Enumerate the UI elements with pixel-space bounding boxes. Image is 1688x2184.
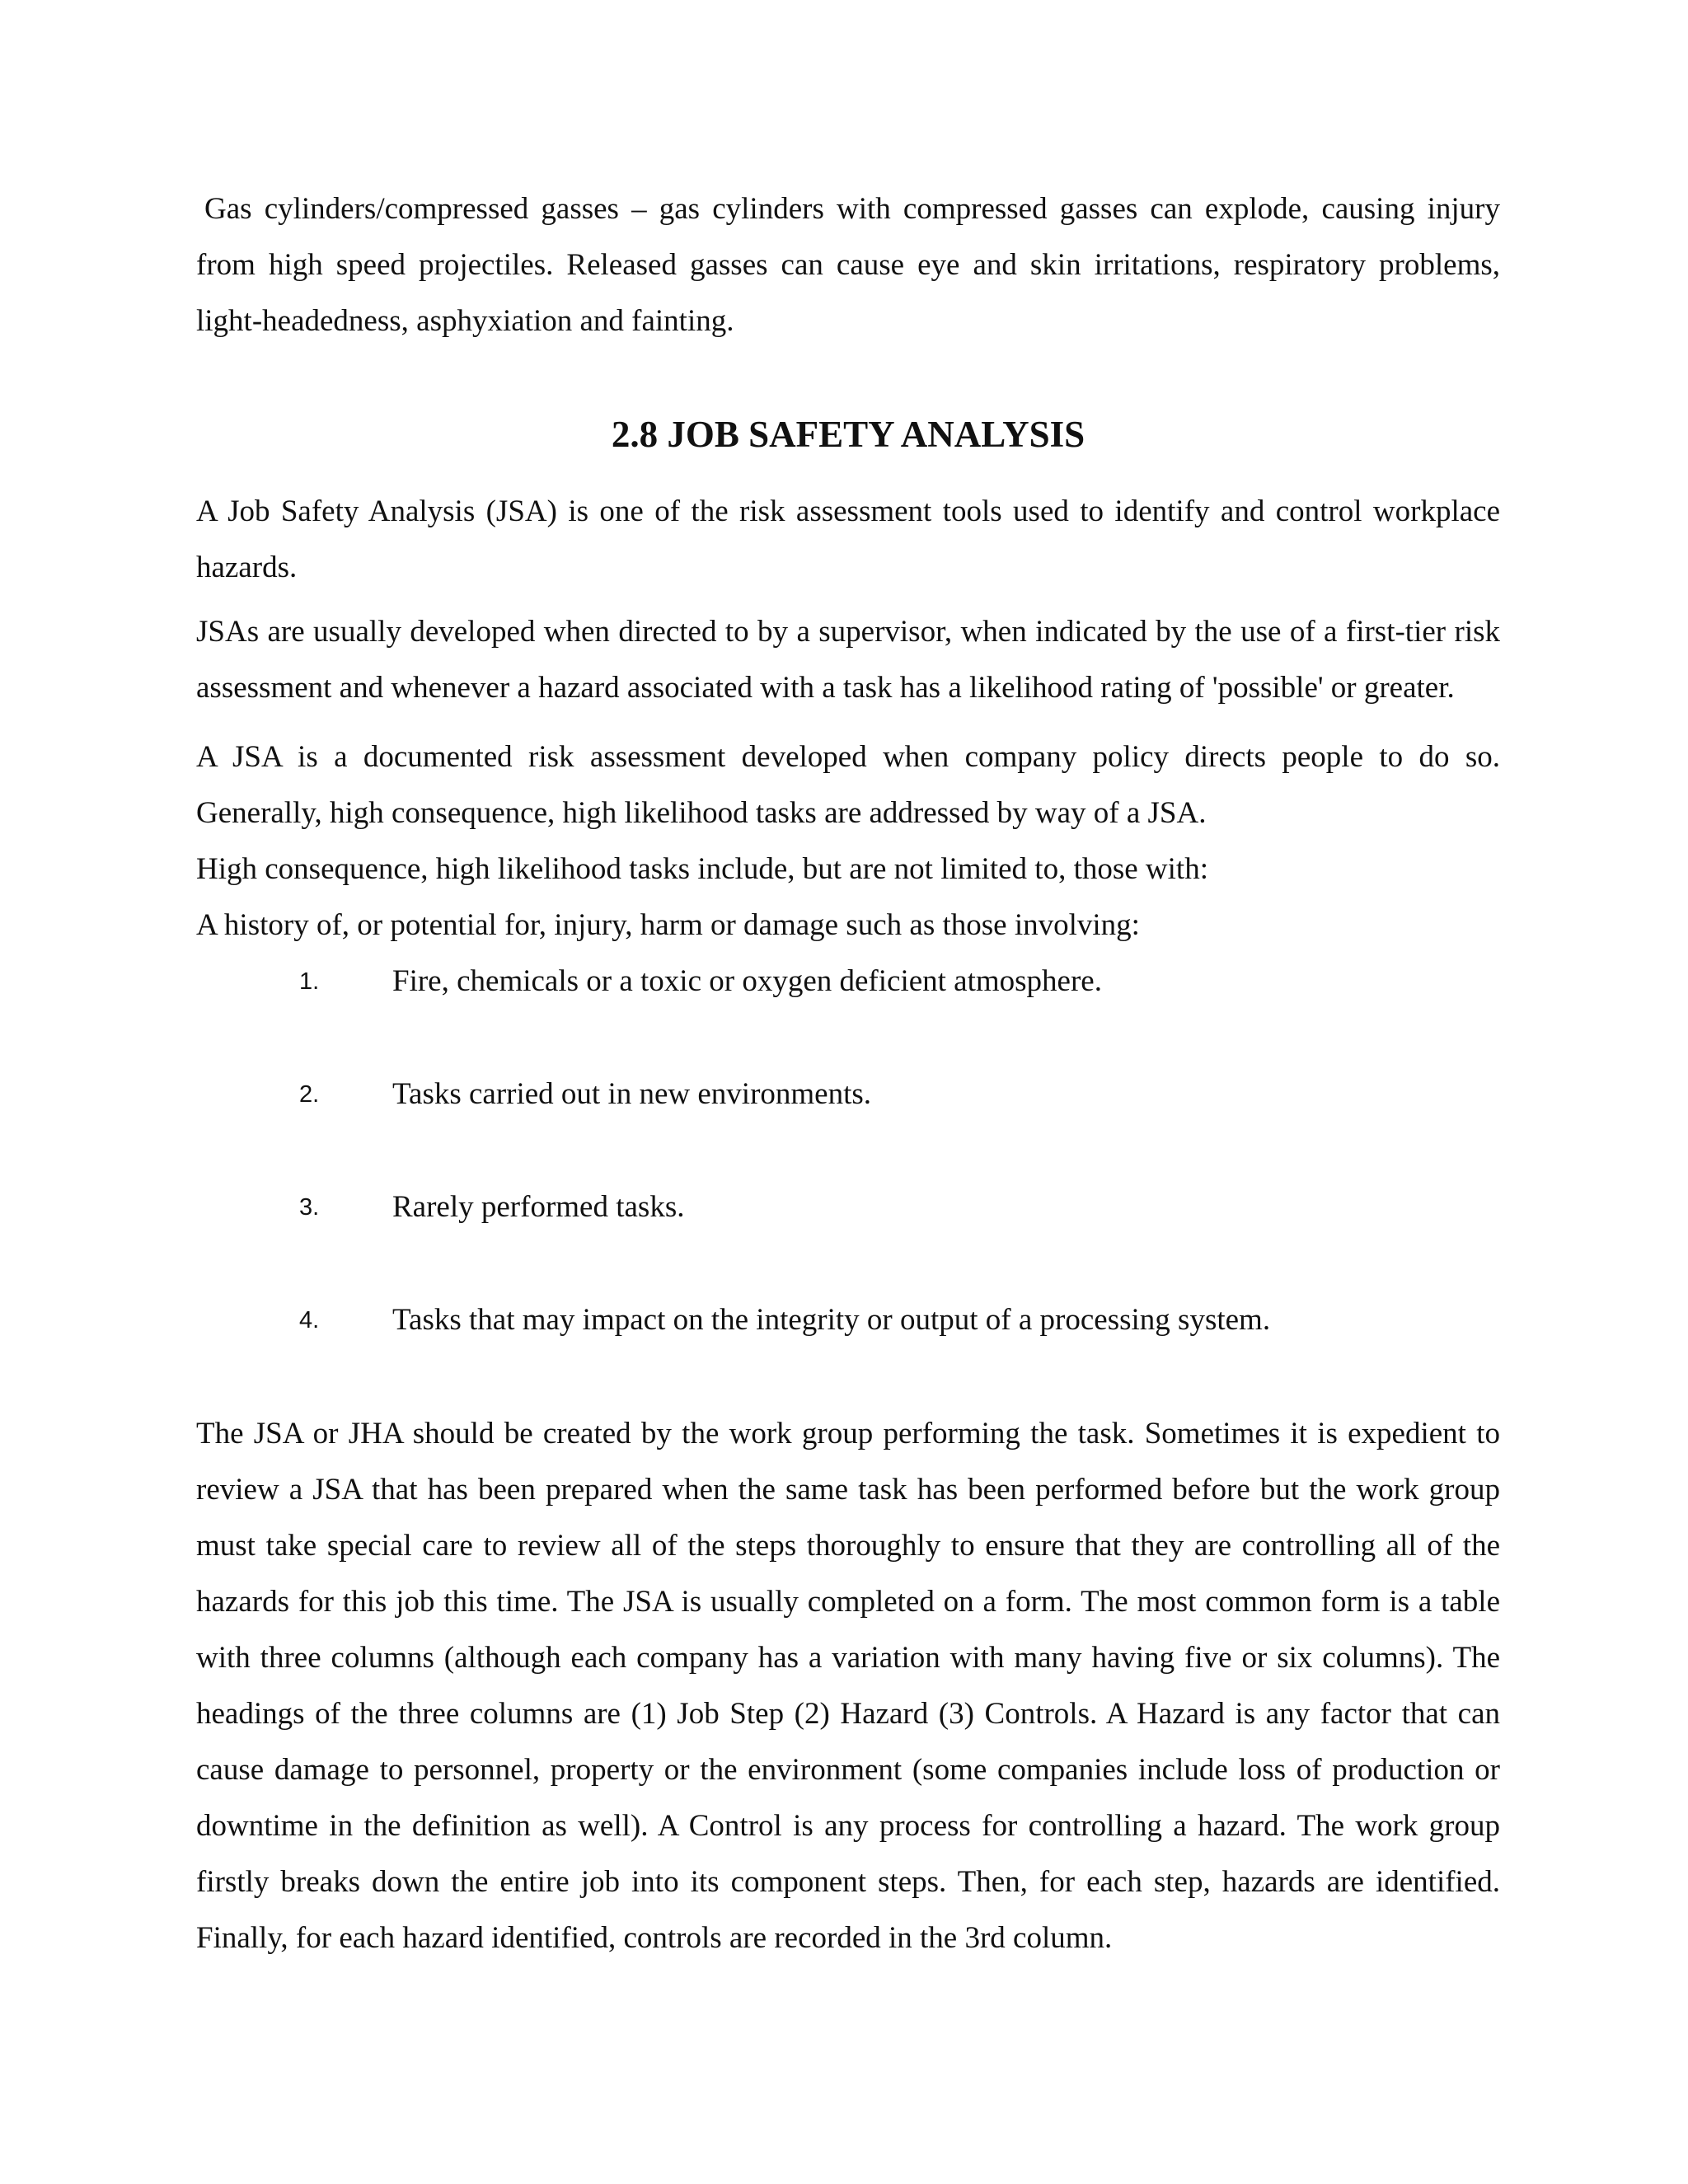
jsa-definition-paragraph: A Job Safety Analysis (JSA) is one of the risk assessment tools used to identify and control workplace hazards. <box>196 494 1500 584</box>
jsa-development-paragraph: JSAs are usually developed when directed to by a supervisor, when indicated by the use of a first-tier risk assessment and whenever a hazard associated with a task has a likelihood rating of 'possible' or greater. <box>196 615 1500 705</box>
jha-paragraph: The JSA or JHA should be created by the work group performing the task. Sometimes it is expedient to review a JSA that has been prepared when the same task has been performed before but the work group must take special care to review all of the steps thoroughly to ensure that they are controlling all of the hazards for this job this time. The JSA is usually completed on a form. The most common form is a table with three columns (although each company has a variation with many having five or six columns). The headings of the three columns are (1) Job Step (2) Hazard (3) Controls. A Hazard is any factor that can cause damage to personnel, property or the environment (some companies include loss of production or downtime in the definition as well). A Control is any process for controlling a hazard. The work group firstly breaks down the entire job into its component steps. Then, for each step, hazards are identified. Finally, for each hazard identified, controls are recorded in the 3rd column. <box>196 1417 1500 1955</box>
list-item-text: Rarely performed tasks. <box>392 1190 685 1224</box>
list-item <box>196 954 1500 1010</box>
list-item-number: 3. <box>299 1194 320 1221</box>
list-item-text: Fire, chemicals or a toxic or oxygen deficient atmosphere. <box>392 964 1102 998</box>
jsa-documented-paragraph: A JSA is a documented risk assessment developed when company policy directs people to do so. Generally, high consequence, high likelihood tasks are addressed by way of a JSA. <box>196 740 1500 830</box>
history-line: A history of, or potential for, injury, harm or damage such as those involving: <box>196 908 1140 942</box>
list-item <box>196 1066 1500 1122</box>
list-item <box>196 1292 1500 1348</box>
hazard-list <box>196 954 1500 1348</box>
intro-paragraph: Gas cylinders/compressed gasses – gas cylinders with compressed gasses can explode, causing injury from high speed projectiles. Released gasses can cause eye and skin irritations, respiratory problems, light-headedness, asphyxiation and fainting. <box>196 192 1500 338</box>
document-page <box>196 181 1500 1966</box>
list-item <box>196 1179 1500 1235</box>
list-item-number: 2. <box>299 1081 320 1108</box>
list-item-text: Tasks that may impact on the integrity or output of a processing system. <box>392 1303 1271 1337</box>
section-heading: 2.8 JOB SAFETY ANALYSIS <box>611 414 1085 455</box>
list-item-number: 1. <box>299 968 320 995</box>
list-item-number: 4. <box>299 1307 320 1333</box>
high-consequence-line: High consequence, high likelihood tasks include, but are not limited to, those with: <box>196 852 1208 886</box>
list-item-text: Tasks carried out in new environments. <box>392 1077 872 1111</box>
